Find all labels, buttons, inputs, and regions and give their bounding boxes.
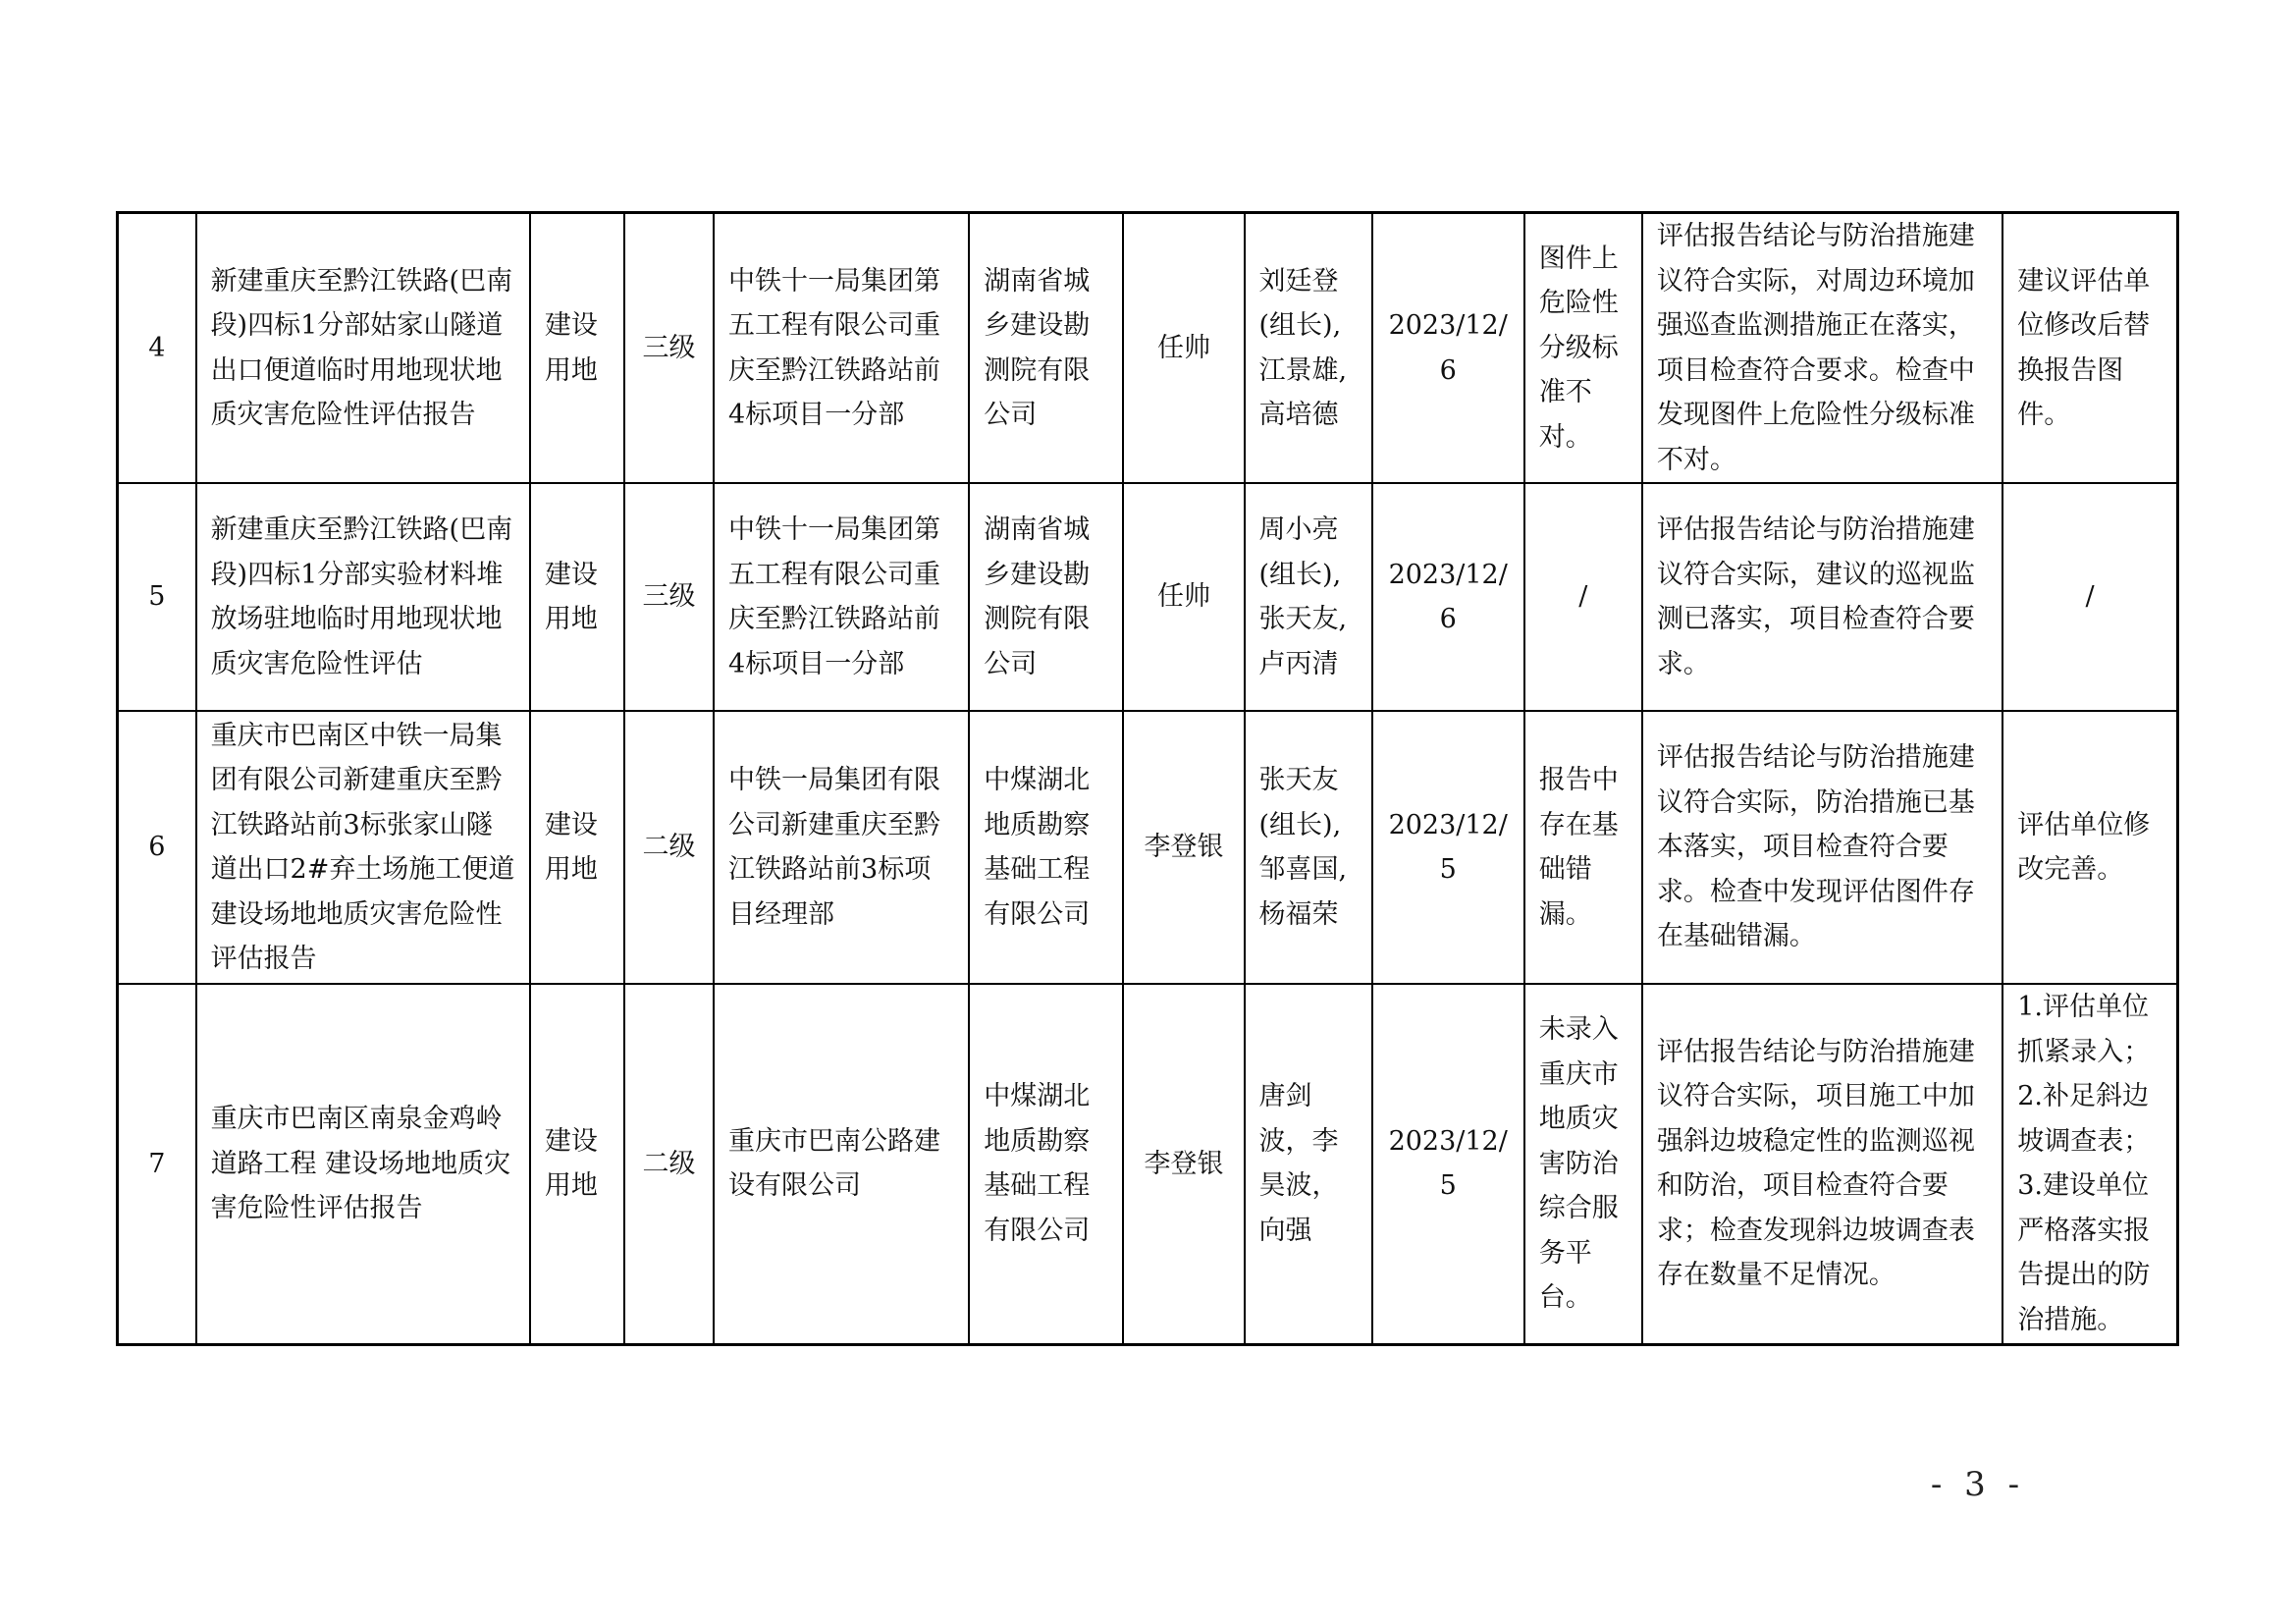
rectification-suggestion: 建议评估单位修改后替换报告图件。 — [2002, 213, 2177, 484]
land-type: 建设用地 — [530, 483, 624, 711]
land-type: 建设用地 — [530, 711, 624, 984]
inspection-conclusion: 评估报告结论与防治措施建议符合实际，防治措施已基本落实，项目检查符合要求。检查中发现评估图件存在基础错漏。 — [1642, 711, 2002, 984]
construction-unit: 中铁十一局集团第五工程有限公司重庆至黔江铁路站前4标项目一分部 — [714, 213, 969, 484]
problems-found: 报告中存在基础错漏。 — [1524, 711, 1642, 984]
assessment-unit: 湖南省城乡建设勘测院有限公司 — [969, 213, 1123, 484]
row-number: 5 — [118, 483, 196, 711]
assessment-unit: 中煤湖北地质勘察基础工程有限公司 — [969, 984, 1123, 1344]
land-type: 建设用地 — [530, 213, 624, 484]
table-row — [118, 711, 2178, 984]
project-name: 重庆市巴南区中铁一局集团有限公司新建重庆至黔江铁路站前3标张家山隧道出口2#弃土场施工便道建设场地地质灾害危险性评估报告 — [196, 711, 530, 984]
construction-unit: 中铁一局集团有限公司新建重庆至黔江铁路站前3标项目经理部 — [714, 711, 969, 984]
inspection-conclusion: 评估报告结论与防治措施建议符合实际，建议的巡视监测已落实，项目检查符合要求。 — [1642, 483, 2002, 711]
construction-unit: 重庆市巴南公路建设有限公司 — [714, 984, 969, 1344]
table-row — [118, 213, 2178, 484]
row-number: 6 — [118, 711, 196, 984]
construction-unit: 中铁十一局集团第五工程有限公司重庆至黔江铁路站前4标项目一分部 — [714, 483, 969, 711]
inspectors: 周小亮(组长),张天友,卢丙清 — [1245, 483, 1372, 711]
project-name: 新建重庆至黔江铁路(巴南段)四标1分部姑家山隧道出口便道临时用地现状地质灾害危险性评估报告 — [196, 213, 530, 484]
table-row — [118, 984, 2178, 1344]
inspectors: 唐剑波，李昊波，向强 — [1245, 984, 1372, 1344]
assessment-unit: 中煤湖北地质勘察基础工程有限公司 — [969, 711, 1123, 984]
assessment-grade: 二级 — [624, 711, 714, 984]
assessment-unit: 湖南省城乡建设勘测院有限公司 — [969, 483, 1123, 711]
inspection-conclusion: 评估报告结论与防治措施建议符合实际，项目施工中加强斜边坡稳定性的监测巡视和防治，项目检查符合要求；检查发现斜边坡调查表存在数量不足情况。 — [1642, 984, 2002, 1344]
assessment-grade: 三级 — [624, 213, 714, 484]
project-name: 重庆市巴南区南泉金鸡岭道路工程 建设场地地质灾害危险性评估报告 — [196, 984, 530, 1344]
assessment-grade: 三级 — [624, 483, 714, 711]
reviewer: 李登银 — [1123, 984, 1244, 1344]
problems-found: 未录入重庆市地质灾害防治综合服务平台。 — [1524, 984, 1642, 1344]
rectification-suggestion: / — [2002, 483, 2177, 711]
inspectors: 刘廷登(组长),江景雄,高培德 — [1245, 213, 1372, 484]
problems-found: 图件上危险性分级标准不对。 — [1524, 213, 1642, 484]
row-number: 7 — [118, 984, 196, 1344]
assessment-grade: 二级 — [624, 984, 714, 1344]
reviewer: 任帅 — [1123, 483, 1244, 711]
project-name: 新建重庆至黔江铁路(巴南段)四标1分部实验材料堆放场驻地临时用地现状地质灾害危险性评估 — [196, 483, 530, 711]
problems-found: / — [1524, 483, 1642, 711]
inspection-date: 2023/12/5 — [1372, 711, 1524, 984]
rectification-suggestion: 评估单位修改完善。 — [2002, 711, 2177, 984]
reviewer: 李登银 — [1123, 711, 1244, 984]
page-number: - 3 - — [1930, 1465, 2026, 1504]
inspection-date: 2023/12/6 — [1372, 213, 1524, 484]
table-row — [118, 483, 2178, 711]
inspection-date: 2023/12/5 — [1372, 984, 1524, 1344]
inspection-table — [116, 211, 2179, 1346]
reviewer: 任帅 — [1123, 213, 1244, 484]
inspectors: 张天友(组长),邹喜国,杨福荣 — [1245, 711, 1372, 984]
row-number: 4 — [118, 213, 196, 484]
rectification-suggestion: 1.评估单位抓紧录入；2.补足斜边坡调查表；3.建设单位严格落实报告提出的防治措施。 — [2002, 984, 2177, 1344]
land-type: 建设用地 — [530, 984, 624, 1344]
inspection-conclusion: 评估报告结论与防治措施建议符合实际，对周边环境加强巡查监测措施正在落实，项目检查符合要求。检查中发现图件上危险性分级标准不对。 — [1642, 213, 2002, 484]
inspection-date: 2023/12/6 — [1372, 483, 1524, 711]
